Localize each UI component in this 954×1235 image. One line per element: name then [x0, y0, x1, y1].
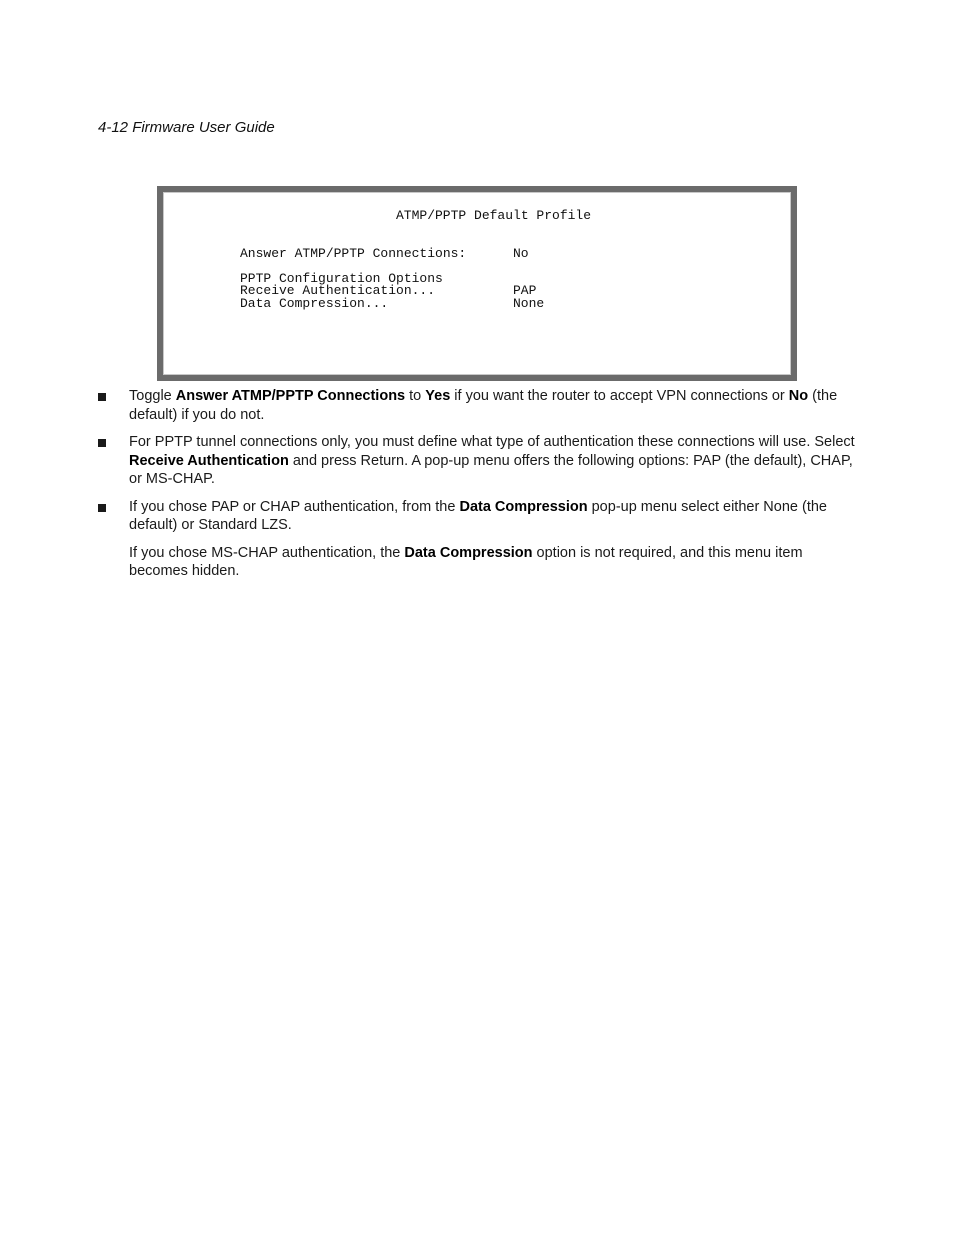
answer-connections-value: No — [513, 246, 529, 261]
square-bullet-icon — [98, 393, 106, 401]
list-item — [98, 387, 858, 424]
square-bullet-icon — [98, 439, 106, 447]
data-compression-label: Data Compression... — [240, 296, 389, 311]
text-run: (the default) if you do not. — [129, 388, 838, 423]
term-no: No — [788, 388, 809, 404]
pptp-options-heading: PPTP Configuration Options — [240, 271, 443, 286]
receive-authentication-value: PAP — [513, 283, 537, 298]
square-bullet-icon — [98, 504, 106, 512]
receive-authentication-label: Receive Authentication... — [240, 283, 436, 298]
text-run: Toggle — [129, 388, 176, 404]
terminal-screen-figure — [157, 186, 797, 381]
list-item — [98, 498, 858, 535]
term-data-compression: Data Compression — [459, 498, 588, 515]
running-head: 4-12 Firmware User Guide — [98, 119, 275, 136]
text-run: if you want the router to accept VPN connections or — [450, 388, 789, 404]
text-run: For PPTP tunnel connections only, you must define what type of authentication these connections will use. Select — [129, 434, 855, 450]
term-answer-connections: Answer ATMP/PPTP Connections — [175, 388, 406, 404]
answer-connections-label: Answer ATMP/PPTP Connections: — [240, 246, 467, 261]
screen-title: ATMP/PPTP Default Profile — [396, 208, 592, 223]
text-run: option is not required, and this menu item becomes hidden. — [129, 544, 803, 579]
text-run: If you chose MS-CHAP authentication, the — [129, 544, 405, 561]
text-run: to — [405, 388, 426, 404]
terminal-screen-inner — [163, 192, 791, 375]
term-data-compression: Data Compression — [404, 544, 533, 561]
note-paragraph — [98, 544, 858, 581]
text-run: pop-up menu select either None (the default) or Standard LZS. — [129, 498, 827, 533]
text-run: and press Return. A pop-up menu offers the following options: PAP (the default), CHAP, or MS-CHAP. — [129, 452, 853, 487]
term-receive-authentication: Receive Authentication — [129, 452, 289, 469]
text-run: If you chose PAP or CHAP authentication, from the — [129, 498, 460, 515]
list-item — [98, 433, 858, 489]
data-compression-value: None — [513, 296, 545, 311]
term-yes: Yes — [425, 388, 451, 404]
instruction-list — [98, 387, 858, 581]
